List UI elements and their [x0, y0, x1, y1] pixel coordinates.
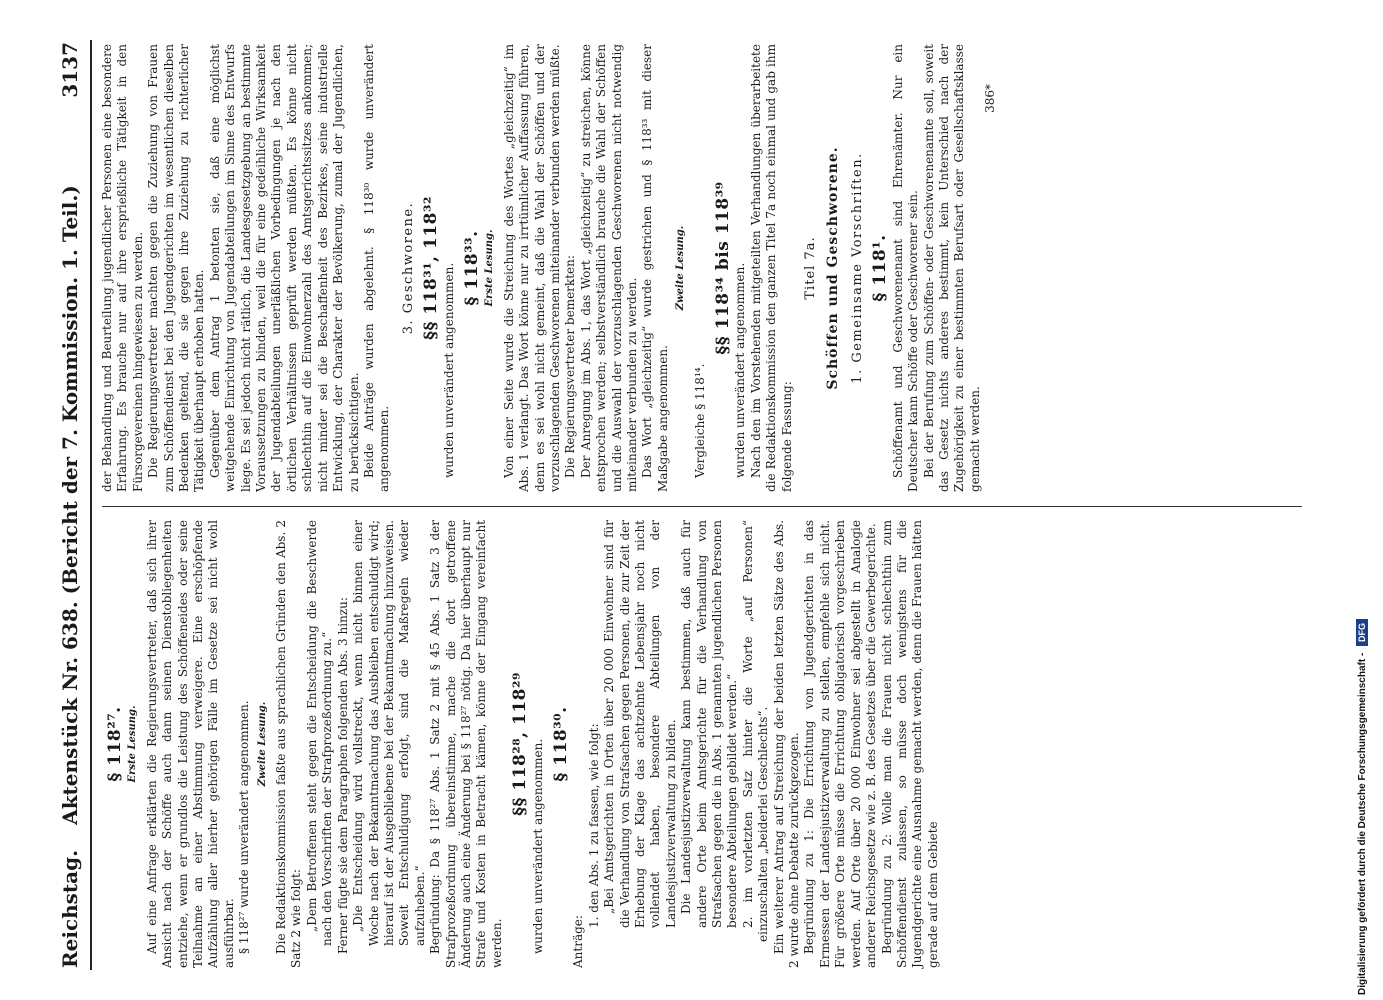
column-divider — [102, 506, 1302, 507]
paragraph: Der Anregung im Abs. 1, das Wort „gleichzeitig“ zu streichen, könne entsprochen werden; selbstverständlich brauche die Wahl der Schöffen und die Auswahl der vorzuschlagenden Geschworenen nicht notwendig miteinander verbunden zu werden. — [578, 44, 639, 492]
signature-mark: 386* — [983, 84, 998, 113]
paragraph: Die Redaktionskommission faßte aus sprachlichen Gründen den Abs. 2 Satz 2 wie folgt: — [274, 520, 304, 968]
left-column — [100, 520, 941, 968]
dfg-logo: DFG — [1356, 619, 1368, 646]
paragraph: Ferner fügte sie dem Paragraphen folgenden Abs. 3 hinzu: — [335, 597, 350, 954]
header-left: Reichstag. — [58, 849, 82, 968]
paragraph: Die Regierungsvertreter machten gegen die Zuziehung von Frauen zum Schöffendienst bei den Jugendgerichten im wesentlichen dieselben Bedenken geltend, die sie gegen ihre Zuziehung zu richterlicher Tätigkeit überhaupt erhoben hatten. — [146, 44, 207, 492]
page-header — [50, 40, 92, 970]
paragraph: wurden unverändert angenommen. — [733, 262, 748, 478]
paragraph: § 118²⁷ wurde unverändert angenommen. — [237, 700, 252, 954]
paragraph: Gegenüber dem Antrag 1 betonten sie, daß eine möglichst weitgehende Einrichtung von Jugendabteilungen im Sinne des Entwurfs liege. Es sei jedoch nicht rätlich, die Landesgesetzgebung an bestimmte Voraussetzungen zu binden, weil die für eine gedeihliche Wirksamkeit der Jugendabteilungen unerläßlichen Vorbedingungen je nach den örtlichen Verhältnissen geprüft werden müßten. Es könne nicht schlechthin auf die Einwohnerzahl des Amtsgerichtssitzes ankommen; nicht minder sei die Beschaffenheit des Bezirkes, seine industrielle Entwicklung, der Charakter der Bevölkerung, zumal der Jugendlichen, zu berücksichtigen. — [207, 44, 361, 492]
reading-label: Erste Lesung. — [484, 229, 496, 307]
quote: „Dem Betroffenen steht gegen die Entscheidung die Beschwerde nach den Vorschriften der Strafprozeßordnung zu.“ — [304, 520, 335, 946]
section-title: §§ 118³⁴ bis 118³⁹ — [713, 181, 734, 355]
paragraph: Beide Anträge wurden abgelehnt. § 118³⁰ wurde unverändert angenommen. — [361, 44, 392, 492]
section-title: § 118³⁰. — [550, 706, 571, 782]
section-title: §§ 118²⁸, 118²⁹ — [510, 672, 531, 816]
title-heading: Schöffen und Geschworene. — [825, 146, 842, 390]
paragraph: der Behandlung und Beurteilung jugendlicher Personen eine besondere Erfahrung. Es brauche nur auf ihre ersprießliche Tätigkeit in den Fürsorgevereinen hingewiesen zu werden. — [100, 44, 145, 492]
paragraph: Das Wort „gleichzeitig“ wurde gestrichen und § 118³³ mit dieser Maßgabe angenommen. — [640, 44, 670, 492]
digitization-credit — [1356, 5, 1376, 995]
reading-label: Zweite Lesung. — [675, 225, 687, 311]
paragraph: Die Regierungsvertreter bemerkten: — [563, 255, 578, 478]
quote: Die Landesjustizverwaltung kann bestimmen, daß auch für andere Orte beim Amtsgerichte für die Verhandlung von Strafsachen gegen die in Abs. 1 genannten jugendlichen Personen besondere Abteilungen gebildet werden.“ — [679, 520, 740, 928]
paragraph: Begründung zu 2: Wolle man die Frauen nicht schlechthin zum Schöffendienst zulassen, so müsse doch wenigstens für die Jugendgerichte eine Ausnahme gemacht werden, denn die Frauen hätten gerade auf dem Gebiete — [879, 520, 940, 968]
header-center: Aktenstück Nr. 638. (Bericht der 7. Kommission. 1. Teil.) — [58, 185, 82, 825]
paragraph: Anträge: — [571, 915, 586, 968]
paragraph: Schöffenamt und Geschworenenamt sind Ehrenämter. Nur ein Deutscher kann Schöffe oder Geschworener sein. — [890, 44, 921, 492]
quote: „Die Entscheidung wird vollstreckt, wenn nicht binnen einer Woche nach der Bekanntmachung das Ausbleiben entschuldigt wird; hierauf ist der Ausgebliebene bei der Bekanntmachung hinzuweisen. Soweit Entschuldigung erfolgt, sind die Maßregeln wieder aufzuheben.“ — [351, 520, 427, 946]
subheading: 1. Gemeinsame Vorschriften. — [849, 152, 865, 384]
list-item: 1. den Abs. 1 zu fassen, wie folgt: — [586, 723, 601, 928]
paragraph: Von einer Seite wurde die Streichung des Wortes „gleichzeitig“ im Abs. 1 verlangt. Das Wort könne nur zu irrtümlicher Auffassung führen, denn es sei wohl nicht gemeint, daß die Wahl der Schöffen und der vorzuschlagenden Geschworenen miteinander verbunden werden müßte. — [501, 44, 562, 492]
paragraph: Ein weiterer Antrag auf Streichung der beiden letzten Sätze des Abs. 2 wurde ohne Debatte zurückgezogen. — [771, 520, 802, 968]
list-item: 2. im vorletzten Satz hinter die Worte „auf Personen“ einzuschalten „beiderlei Geschlechts“. — [740, 520, 771, 942]
paragraph: Vergleiche § 118¹⁴. — [692, 363, 707, 478]
reading-label: Erste Lesung. — [127, 705, 139, 783]
quote: „Bei Amtsgerichten in Orten über 20 000 Einwohner sind für die Verhandlung von Strafsachen gegen Personen, die zur Zeit der Erhebung der Klage das achtzehnte Lebensjahr noch nicht vollendet haben, besondere Abteilungen von der Landesjustizverwaltung zu bilden. — [602, 520, 678, 928]
paragraph: Begründung zu 1: Die Errichtung von Jugendgerichten in das Ermessen der Landesjustizverwaltung zu stellen, empfehle sich nicht. Für größere Orte müsse die Errichtung obligatorisch vorgeschrieben werden. Auf Orte über 20 000 Einwohner sei abgestellt in Analogie anderer Reichsgesetze wie z. B. des Gesetzes über die Gewerbegerichte. — [802, 520, 879, 968]
paragraph: Nach den im Vorstehenden mitgeteilten Verhandlungen überarbeitete die Redaktionskommission den ganzen Titel 7a noch einmal und gab ihm folgende Fassung: — [748, 44, 794, 492]
section-title: §§ 118³¹, 118³² — [421, 196, 442, 340]
header-page-number: 3137 — [58, 42, 82, 98]
paragraph: Bei der Berufung zum Schöffen- oder Geschworenenamte soll, soweit das Gesetz nichts anderes bestimmt, kein Unterschied nach der Zugehörigkeit zu einer bestimmten Berufsart oder Gesellschaftsklasse gemacht werden. — [921, 44, 982, 492]
credit-text: Digitalisierung gefördert durch die Deutsche Forschungsgemeinschaft - — [1357, 652, 1368, 995]
paragraph: wurden unverändert angenommen. — [530, 738, 545, 954]
paragraph: Begründung: Da § 118²⁷ Abs. 1 Satz 2 mit § 45 Abs. 1 Satz 3 der Strafprozeßordnung übereinstimme, mache die dort getroffene Änderung auch eine Änderung bei § 118²⁷ nötig. Da hier überhaupt nur Strafe und Kosten in Betracht kämen, könne der Eingang vereinfacht werden. — [428, 520, 504, 968]
right-column — [100, 44, 998, 492]
paragraph: wurden unverändert angenommen. — [441, 262, 456, 478]
scanned-page — [50, 40, 1330, 970]
subheading: 3. Geschworene. — [400, 201, 416, 335]
reading-label: Zweite Lesung. — [256, 701, 268, 787]
paragraph: Auf eine Anfrage erklärten die Regierungsvertreter, daß sich ihrer Ansicht nach der Schöffe auch dann seinen Dienstobliegenheiten entziehe, wenn er grundlos die Leistung des Schöffeneides oder seine Teilnahme an einer Abstimmung verweigere. Eine erschöpfende Aufzählung aller hierher gehörigen Fälle im Gesetze sei nicht wohl ausführbar. — [144, 520, 236, 968]
section-title: § 118³³. — [461, 230, 482, 306]
section-title: § 118²⁷. — [105, 706, 125, 782]
section-title: § 118¹. — [870, 234, 891, 302]
title-heading: Titel 7a. — [803, 236, 819, 300]
